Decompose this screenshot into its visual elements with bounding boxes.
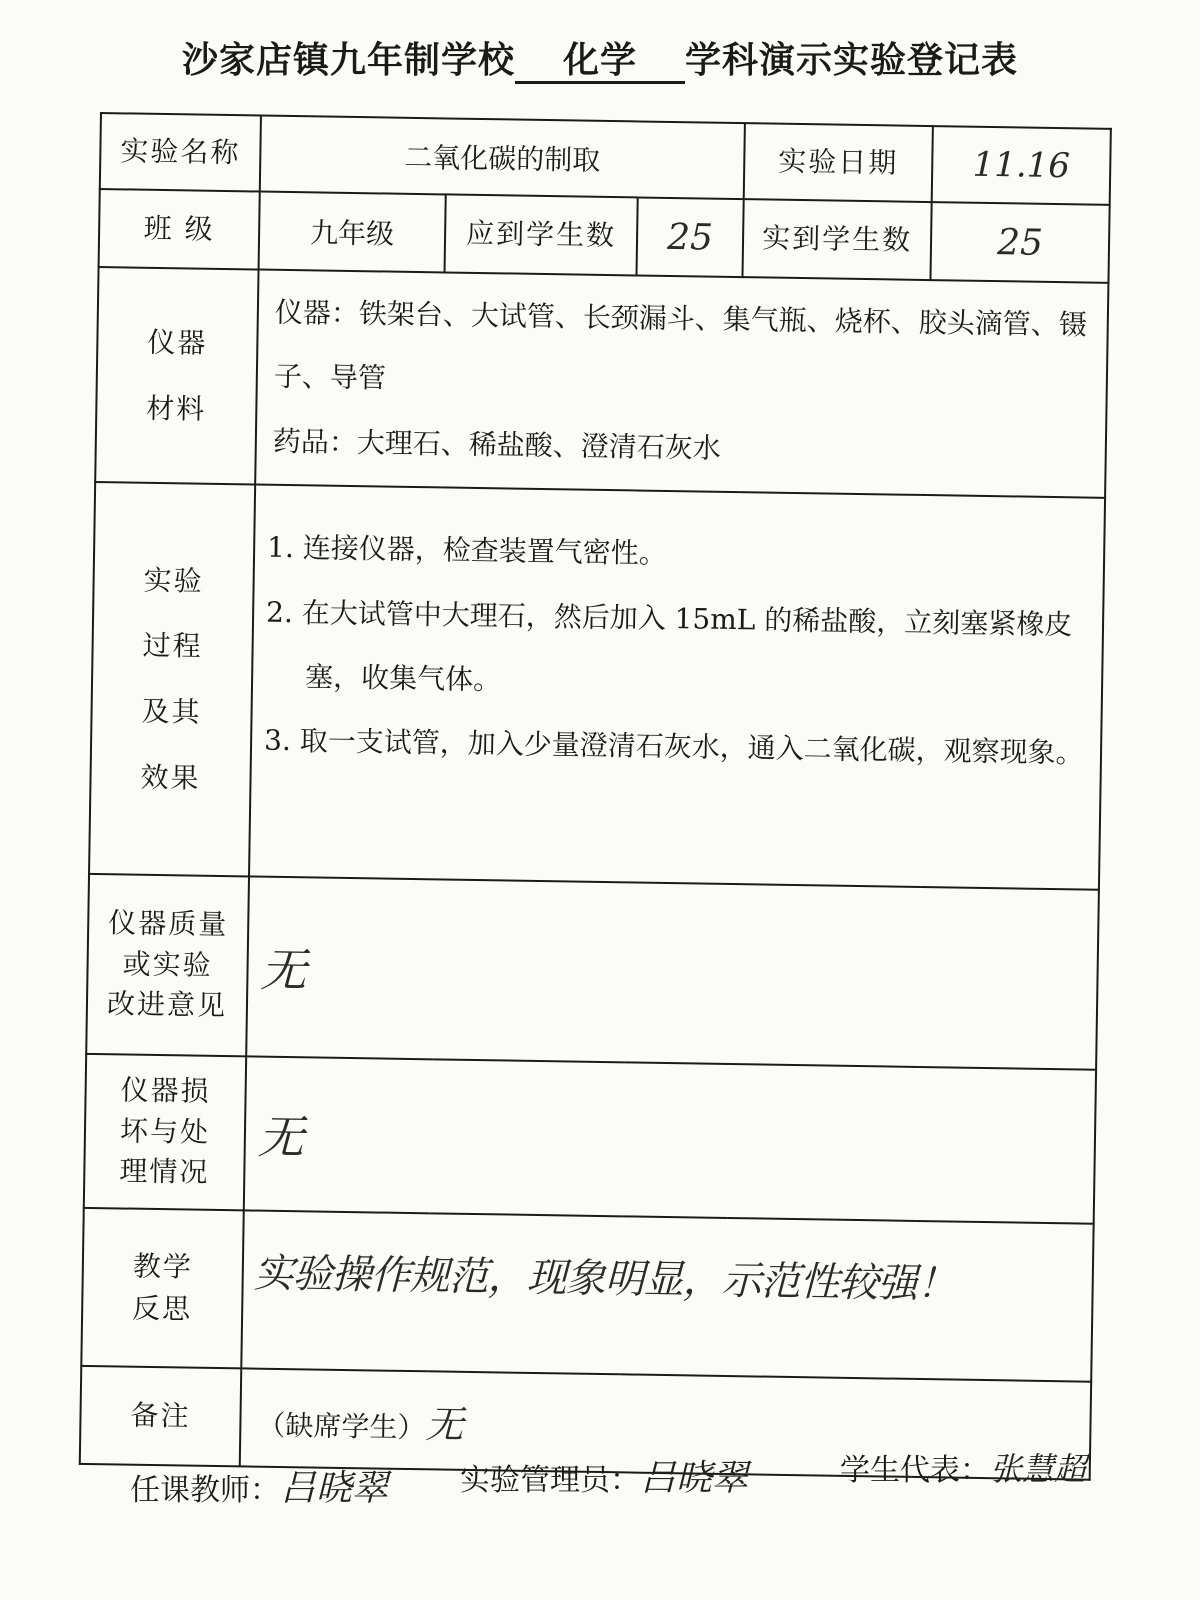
- reflection-label: [81, 1208, 243, 1368]
- class-label: 班 级: [99, 189, 260, 270]
- quality-label-line: 仪器质量: [107, 906, 229, 942]
- materials-label-line: 仪器: [147, 325, 208, 360]
- title-subject: 化学: [515, 41, 685, 84]
- title-prefix: 沙家店镇九年制学校: [181, 40, 515, 81]
- teacher-signature-block: [130, 1460, 388, 1511]
- process-step: 1. 连接仪器，检查装置气密性。: [266, 530, 668, 571]
- process-step: 2. 在大试管中大理石，然后加入 15mL 的稀盐酸，立刻塞紧橡皮塞，收集气体。: [265, 595, 1073, 697]
- quality-label: [86, 874, 249, 1056]
- experiment-date-value: 11.16: [932, 126, 1111, 205]
- actual-students-value: 25: [930, 202, 1109, 283]
- registration-form-table: [79, 112, 1112, 1481]
- remarks-label: 备注: [80, 1366, 242, 1467]
- row-damage: [84, 1054, 1096, 1224]
- quality-value: 无: [246, 877, 1099, 1070]
- student-label: 学生代表：: [840, 1453, 990, 1488]
- process-content: [249, 485, 1105, 890]
- student-signature-block: [840, 1444, 1086, 1490]
- row-reflection: [81, 1208, 1093, 1382]
- process-label: [89, 482, 255, 876]
- teacher-label: 任课教师：: [130, 1473, 280, 1508]
- class-value: 九年级: [259, 192, 446, 273]
- row-materials: [95, 267, 1108, 498]
- quality-label-line: 或实验: [122, 947, 213, 982]
- quality-label-line: 改进意见: [106, 987, 228, 1023]
- row-quality: [86, 874, 1099, 1070]
- damage-label-line: 理情况: [119, 1154, 210, 1190]
- remarks-value: 无: [425, 1401, 464, 1447]
- damage-label-line: 仪器损: [120, 1073, 211, 1109]
- expected-students-label: 应到学生数: [445, 194, 638, 275]
- materials-label-line: 材料: [146, 391, 207, 426]
- reagents-text: 药品：大理石、稀盐酸、澄清石灰水: [272, 424, 722, 465]
- row-process: [89, 482, 1105, 890]
- process-label-line: 实验: [143, 563, 204, 598]
- expected-students-value: 25: [636, 197, 743, 277]
- page-title: [0, 32, 1200, 84]
- teacher-signature: 吕晓翠: [280, 1468, 389, 1509]
- experiment-name-value: 二氧化碳的制取: [260, 116, 745, 200]
- title-suffix: 学科演示实验登记表: [685, 40, 1019, 81]
- process-label-line: 及其: [141, 694, 202, 729]
- materials-label: [95, 267, 258, 485]
- experiment-date-label: 实验日期: [744, 123, 933, 202]
- student-signature: 张慧超: [990, 1450, 1087, 1488]
- damage-label: [84, 1054, 246, 1210]
- damage-label-line: 坏与处: [119, 1114, 211, 1149]
- admin-label: 实验管理员：: [460, 1463, 640, 1498]
- reflection-label-line: 教学: [132, 1249, 194, 1284]
- actual-students-label: 实到学生数: [743, 199, 932, 280]
- experiment-name-label: 实验名称: [100, 113, 261, 192]
- materials-content: [255, 270, 1108, 498]
- damage-value: 无: [244, 1057, 1096, 1224]
- remarks-prefix: （缺席学生）: [257, 1408, 426, 1444]
- process-label-line: 效果: [140, 760, 201, 795]
- reflection-label-line: 反思: [131, 1291, 193, 1326]
- instruments-text: 仪器：铁架台、大试管、长颈漏斗、集气瓶、烧杯、胶头滴管、镊子、导管: [273, 295, 1088, 395]
- reflection-value: 实验操作规范，现象明显，示范性较强！: [241, 1211, 1093, 1382]
- admin-signature: 吕晓翠: [640, 1458, 749, 1499]
- admin-signature-block: [460, 1450, 748, 1501]
- process-label-line: 过程: [142, 629, 203, 664]
- process-step: 3. 取一支试管，加入少量澄清石灰水，通入二氧化碳，观察现象。: [263, 724, 1084, 770]
